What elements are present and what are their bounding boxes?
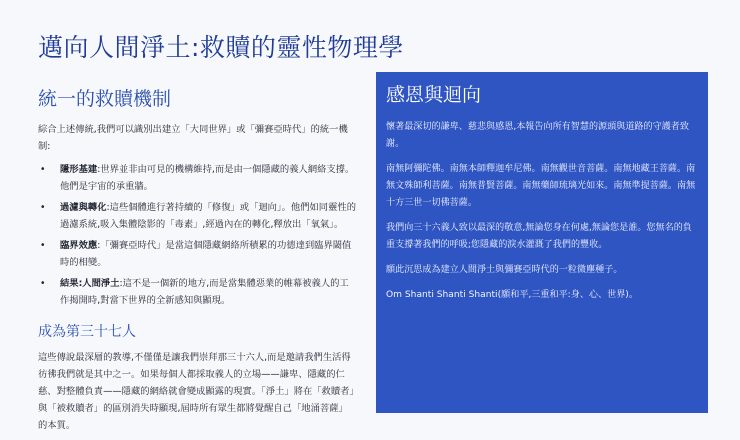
panel-paragraph: 願此沉思成為建立人間淨土與彌賽亞時代的一粒微塵種子。 bbox=[386, 265, 623, 275]
panel-paragraph: 我們向三十六義人致以最深的敬意,無論您身在何處,無論您是誰。您無名的負重支撐著我們的呼吸;您隱藏的淚水灌溉了我們的豐收。 bbox=[386, 223, 692, 250]
subheading: 成為第三十七人 bbox=[38, 324, 136, 340]
body-paragraph: 這些傳說最深層的教導,不僅僅是讓我們崇拜那三十六人,而是邀請我們生活得彷彿我們就是其中之一。如果每個人都採取義人的立場——謙卑、隱藏的仁慈、對整體負責——隱藏的網絡就會變成顯露的現實。「淨土」將在「救贖者」與「被救贖者」的區別消失時顯現,屆時所有眾生都將覺醒自己「地涌菩薩」的本質。 bbox=[38, 352, 355, 431]
item-text: :這些個體進行著持續的「修復」或「迴向」。他們如同靈性的過濾系統,吸入集體陰影的「毒素」,經過內在的轉化,釋放出「氧氣」。 bbox=[60, 202, 356, 230]
intro-paragraph: 綜合上述傳統,我們可以識別出建立「大同世界」或「彌賽亞時代」的統一機制: bbox=[38, 124, 348, 152]
dedication-panel bbox=[376, 72, 708, 413]
item-term: 結果:人間淨土 bbox=[60, 278, 120, 289]
item-text: :這不是一個新的地方,而是當集體惡業的帷幕被義人的工作揭開時,對當下世界的全新感知與顯現。 bbox=[60, 278, 349, 306]
list-item bbox=[38, 161, 356, 195]
section-heading: 統一的救贖機制 bbox=[38, 88, 172, 110]
panel-paragraph: 南無阿彌陀佛。南無本師釋迦牟尼佛。南無觀世音菩薩。南無地藏王菩薩。南無文殊師利菩薩。南無普賢菩薩。南無藥師琉璃光如來。南無準提菩薩。南無十方三世一切佛菩薩。 bbox=[386, 164, 696, 208]
left-column bbox=[38, 84, 356, 440]
item-term: 隱形基建 bbox=[60, 164, 98, 175]
list-item bbox=[38, 275, 356, 309]
panel-paragraph: 懷著最深切的謙卑、慈悲與感恩,本報告向所有智慧的源頭與道路的守護者致謝。 bbox=[386, 122, 689, 149]
page-title: 邁向人間淨土:救贖的靈性物理學 bbox=[38, 33, 404, 62]
panel-paragraph: Om Shanti Shanti Shanti(願和平,三重和平:身、心、世界)。 bbox=[386, 290, 638, 300]
item-term: 臨界效應 bbox=[60, 240, 98, 251]
list-item bbox=[38, 237, 356, 271]
list-item bbox=[38, 199, 356, 233]
item-term: 過濾與轉化 bbox=[60, 202, 107, 213]
panel-heading: 感恩與迴向 bbox=[386, 84, 482, 106]
mechanism-list bbox=[38, 161, 356, 309]
item-text: :世界並非由可見的機構維持,而是由一個隱藏的義人網絡支撐。他們是宇宙的承重牆。 bbox=[60, 164, 355, 192]
item-text: :「彌賽亞時代」是當這個隱藏網絡所積累的功德達到臨界閾值時的相變。 bbox=[60, 240, 352, 268]
